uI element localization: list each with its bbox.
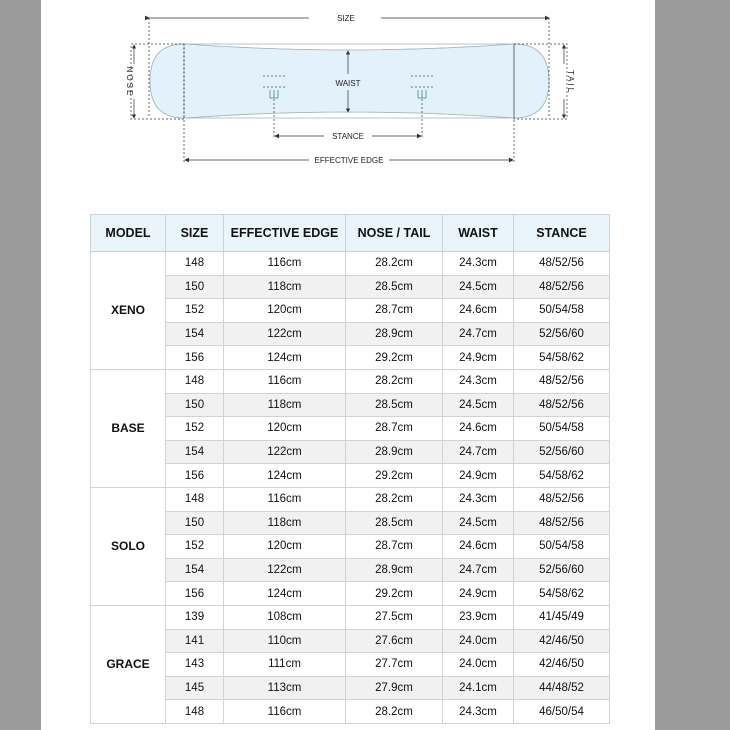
effective-edge-cell: 122cm [224, 558, 346, 582]
stance-cell: 48/52/56 [514, 369, 610, 393]
waist-cell: 24.1cm [443, 676, 514, 700]
table-header-row [91, 215, 610, 252]
effective-edge-cell: 116cm [224, 487, 346, 511]
effective-edge-cell: 108cm [224, 605, 346, 629]
nose-tail-cell: 28.9cm [346, 558, 443, 582]
table-row [91, 464, 610, 488]
waist-cell: 24.6cm [443, 535, 514, 559]
table-row [91, 629, 610, 653]
effective-edge-cell: 118cm [224, 511, 346, 535]
effective-edge-cell: 120cm [224, 535, 346, 559]
stance-label: STANCE [332, 132, 364, 141]
effective-edge-cell: 116cm [224, 700, 346, 724]
nose-tail-cell: 27.6cm [346, 629, 443, 653]
table-row [91, 299, 610, 323]
table-row [91, 417, 610, 441]
stance-cell: 50/54/58 [514, 535, 610, 559]
header-stance: STANCE [514, 215, 610, 252]
nose-tail-cell: 28.2cm [346, 369, 443, 393]
table-row [91, 511, 610, 535]
nose-tail-cell: 29.2cm [346, 346, 443, 370]
effective-edge-cell: 118cm [224, 393, 346, 417]
size-cell: 154 [166, 558, 224, 582]
nose-tail-cell: 28.2cm [346, 487, 443, 511]
effective-edge-cell: 118cm [224, 275, 346, 299]
effective-edge-cell: 124cm [224, 582, 346, 606]
stance-cell: 41/45/49 [514, 605, 610, 629]
stance-cell: 52/56/60 [514, 322, 610, 346]
table-row [91, 653, 610, 677]
spec-table [90, 214, 610, 724]
table-row [91, 393, 610, 417]
waist-cell: 24.7cm [443, 558, 514, 582]
waist-cell: 24.7cm [443, 322, 514, 346]
waist-cell: 23.9cm [443, 605, 514, 629]
size-cell: 148 [166, 369, 224, 393]
waist-cell: 24.6cm [443, 417, 514, 441]
size-cell: 154 [166, 440, 224, 464]
model-name: GRACE [91, 605, 166, 723]
stance-cell: 50/54/58 [514, 417, 610, 441]
table-row [91, 487, 610, 511]
nose-tail-cell: 28.5cm [346, 275, 443, 299]
effective-edge-label: EFFECTIVE EDGE [314, 156, 384, 165]
nose-tail-cell: 28.2cm [346, 700, 443, 724]
size-cell: 143 [166, 653, 224, 677]
size-cell: 150 [166, 275, 224, 299]
nose-tail-cell: 27.9cm [346, 676, 443, 700]
waist-cell: 24.6cm [443, 299, 514, 323]
nose-tail-cell: 28.7cm [346, 417, 443, 441]
size-cell: 156 [166, 582, 224, 606]
stance-cell: 52/56/60 [514, 558, 610, 582]
size-cell: 145 [166, 676, 224, 700]
effective-edge-cell: 116cm [224, 369, 346, 393]
table-row [91, 700, 610, 724]
size-cell: 150 [166, 511, 224, 535]
nose-tail-cell: 28.7cm [346, 535, 443, 559]
size-cell: 156 [166, 464, 224, 488]
effective-edge-cell: 122cm [224, 440, 346, 464]
table-row [91, 252, 610, 276]
size-cell: 152 [166, 535, 224, 559]
stance-cell: 46/50/54 [514, 700, 610, 724]
header-nose-tail: NOSE / TAIL [346, 215, 443, 252]
waist-cell: 24.3cm [443, 487, 514, 511]
size-cell: 148 [166, 487, 224, 511]
stance-cell: 54/58/62 [514, 464, 610, 488]
table-row [91, 676, 610, 700]
nose-tail-cell: 28.2cm [346, 252, 443, 276]
effective-edge-cell: 110cm [224, 629, 346, 653]
header-effective-edge: EFFECTIVE EDGE [224, 215, 346, 252]
stance-cell: 48/52/56 [514, 393, 610, 417]
stance-cell: 54/58/62 [514, 582, 610, 606]
effective-edge-cell: 111cm [224, 653, 346, 677]
waist-cell: 24.3cm [443, 369, 514, 393]
spec-sheet-page [41, 0, 655, 730]
nose-tail-cell: 29.2cm [346, 464, 443, 488]
table-row [91, 369, 610, 393]
table-row [91, 346, 610, 370]
size-label: SIZE [337, 14, 355, 23]
stance-cell: 54/58/62 [514, 346, 610, 370]
stance-cell: 44/48/52 [514, 676, 610, 700]
stance-cell: 42/46/50 [514, 629, 610, 653]
waist-cell: 24.3cm [443, 252, 514, 276]
waist-cell: 24.0cm [443, 653, 514, 677]
header-waist: WAIST [443, 215, 514, 252]
header-size: SIZE [166, 215, 224, 252]
snowboard-dimension-diagram [41, 0, 655, 180]
nose-tail-cell: 27.5cm [346, 605, 443, 629]
waist-cell: 24.5cm [443, 393, 514, 417]
nose-tail-cell: 28.5cm [346, 511, 443, 535]
effective-edge-cell: 124cm [224, 346, 346, 370]
size-cell: 148 [166, 252, 224, 276]
model-name: SOLO [91, 487, 166, 605]
table-row [91, 558, 610, 582]
nose-tail-cell: 28.9cm [346, 440, 443, 464]
size-cell: 156 [166, 346, 224, 370]
effective-edge-cell: 116cm [224, 252, 346, 276]
stance-cell: 48/52/56 [514, 275, 610, 299]
nose-tail-cell: 28.7cm [346, 299, 443, 323]
stance-cell: 52/56/60 [514, 440, 610, 464]
table-row [91, 440, 610, 464]
stance-cell: 48/52/56 [514, 511, 610, 535]
waist-cell: 24.5cm [443, 511, 514, 535]
waist-cell: 24.7cm [443, 440, 514, 464]
header-model: MODEL [91, 215, 166, 252]
size-cell: 139 [166, 605, 224, 629]
waist-cell: 24.9cm [443, 464, 514, 488]
stance-cell: 48/52/56 [514, 252, 610, 276]
table-row [91, 322, 610, 346]
effective-edge-cell: 122cm [224, 322, 346, 346]
waist-cell: 24.9cm [443, 582, 514, 606]
table-row [91, 275, 610, 299]
stance-cell: 42/46/50 [514, 653, 610, 677]
waist-label: WAIST [335, 79, 361, 88]
table-row [91, 605, 610, 629]
waist-cell: 24.9cm [443, 346, 514, 370]
size-cell: 148 [166, 700, 224, 724]
size-cell: 152 [166, 299, 224, 323]
effective-edge-cell: 113cm [224, 676, 346, 700]
waist-cell: 24.0cm [443, 629, 514, 653]
stance-cell: 50/54/58 [514, 299, 610, 323]
waist-cell: 24.5cm [443, 275, 514, 299]
model-name: BASE [91, 369, 166, 487]
nose-tail-cell: 29.2cm [346, 582, 443, 606]
size-cell: 141 [166, 629, 224, 653]
effective-edge-cell: 120cm [224, 417, 346, 441]
effective-edge-cell: 124cm [224, 464, 346, 488]
nose-tail-cell: 27.7cm [346, 653, 443, 677]
size-cell: 154 [166, 322, 224, 346]
waist-cell: 24.3cm [443, 700, 514, 724]
table-row [91, 582, 610, 606]
effective-edge-cell: 120cm [224, 299, 346, 323]
size-cell: 150 [166, 393, 224, 417]
model-name: XENO [91, 252, 166, 370]
nose-tail-cell: 28.9cm [346, 322, 443, 346]
nose-label: NOSE [125, 66, 134, 98]
tail-label: TAIL [566, 69, 575, 95]
table-row [91, 535, 610, 559]
nose-tail-cell: 28.5cm [346, 393, 443, 417]
stance-cell: 48/52/56 [514, 487, 610, 511]
size-cell: 152 [166, 417, 224, 441]
